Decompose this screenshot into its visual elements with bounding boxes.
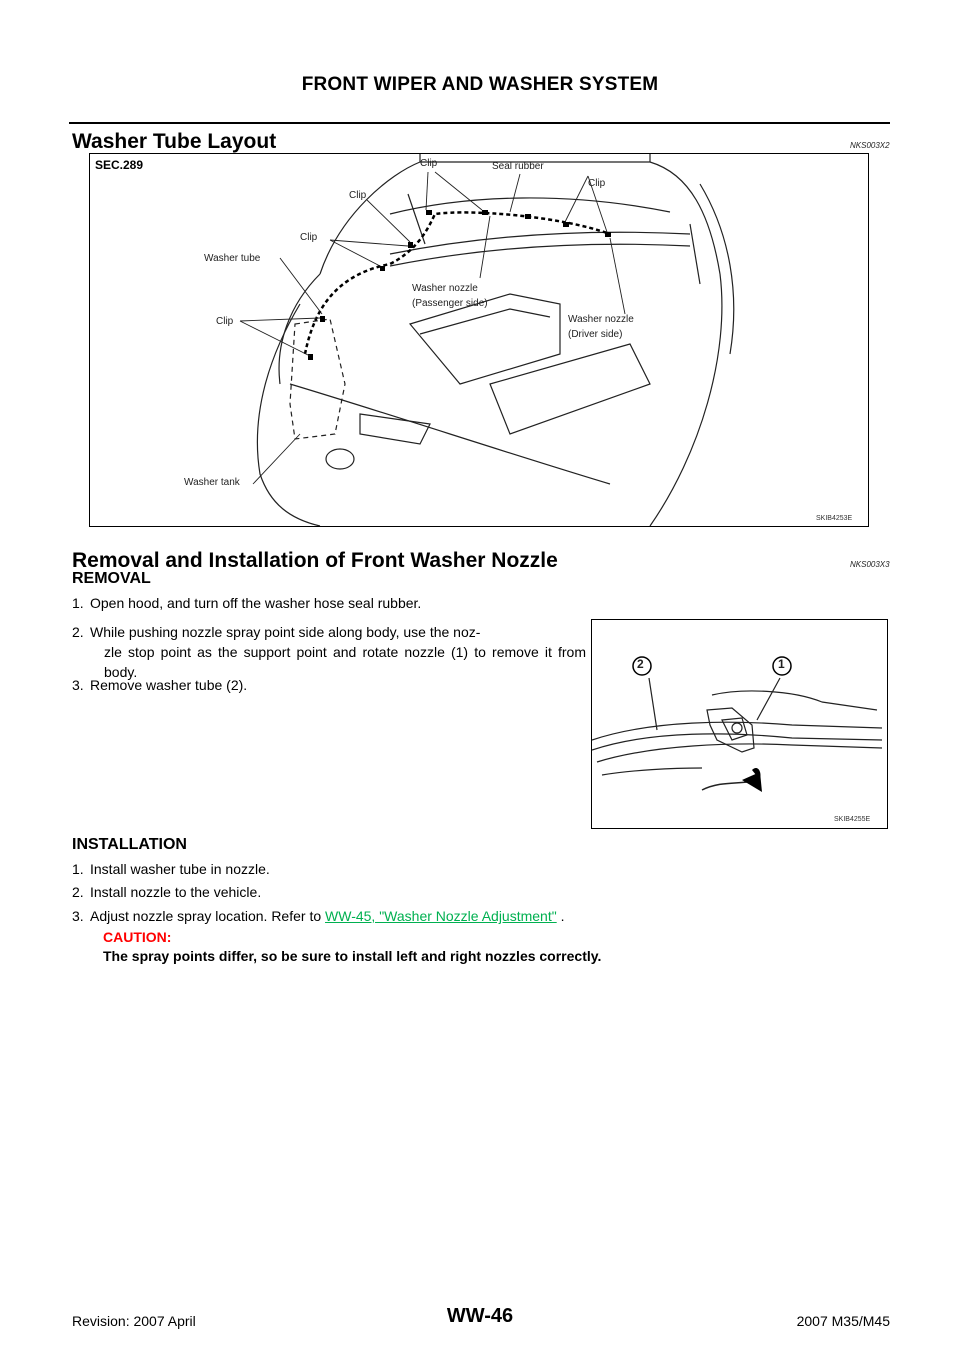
header-rule <box>69 122 890 124</box>
section-title-removal-installation: Removal and Installation of Front Washer Nozzle <box>72 549 558 572</box>
label-washer-tank: Washer tank <box>184 477 240 488</box>
step-text: Adjust nozzle spray location. Refer to <box>90 908 326 924</box>
label-clip-mid: Clip <box>349 190 367 201</box>
removal-step-1 <box>72 593 421 613</box>
page-header-title: FRONT WIPER AND WASHER SYSTEM <box>301 74 659 95</box>
label-washer-nozzle-passenger-line1: Washer nozzle <box>412 283 478 294</box>
installation-step-3 <box>72 906 564 926</box>
label-washer-tube: Washer tube <box>204 253 261 264</box>
section-code-2: NKS003X3 <box>850 560 890 569</box>
removal-heading: REMOVAL <box>72 570 151 587</box>
caution-text: The spray points differ, so be sure to install left and right nozzles correctly. <box>103 948 602 964</box>
label-clip-top: Clip <box>420 158 438 169</box>
removal-step-3 <box>72 675 247 695</box>
removal-step-2 <box>72 622 480 642</box>
label-washer-nozzle-passenger-line2: (Passenger side) <box>412 298 488 309</box>
step-number: 3. <box>72 677 84 693</box>
footer-revision: Revision: 2007 April <box>72 1313 196 1329</box>
step-number: 2. <box>72 884 84 900</box>
sec-label: SEC.289 <box>95 158 144 172</box>
step-text: Open hood, and turn off the washer hose seal rubber. <box>90 595 422 611</box>
step-number: 2. <box>72 624 84 640</box>
step-text: Install washer tube in nozzle. <box>90 861 270 877</box>
figure-code: SKIB4253E <box>816 515 853 522</box>
step-text-end: . <box>556 908 565 924</box>
step-text: While pushing nozzle spray point side along body, use the noz- <box>90 624 481 640</box>
label-clip-lower: Clip <box>216 316 234 327</box>
removal-step-2-continued: zle stop point as the support point and rotate nozzle (1) to remove it from body. <box>104 644 586 680</box>
footer-model: 2007 M35/M45 <box>796 1313 890 1329</box>
step-number: 1. <box>72 861 84 877</box>
section-code: NKS003X2 <box>850 141 890 150</box>
installation-heading: INSTALLATION <box>72 836 187 853</box>
callout-1: 1 <box>778 657 785 671</box>
label-clip-left: Clip <box>300 232 318 243</box>
label-washer-nozzle-passenger <box>412 281 488 311</box>
nozzle-illustration <box>592 620 887 828</box>
step-text: Install nozzle to the vehicle. <box>90 884 262 900</box>
cross-reference-link[interactable]: WW-45, "Washer Nozzle Adjustment" <box>325 908 557 924</box>
label-washer-nozzle-driver-line1: Washer nozzle <box>568 314 634 325</box>
callout-2: 2 <box>637 657 644 671</box>
label-seal-rubber: Seal rubber <box>492 161 544 172</box>
section-title-washer-tube-layout: Washer Tube Layout <box>72 130 277 153</box>
step-number: 3. <box>72 908 84 924</box>
step-number: 1. <box>72 595 84 611</box>
label-washer-nozzle-driver <box>568 312 634 342</box>
nozzle-removal-figure <box>591 619 888 829</box>
washer-tube-layout-figure <box>89 153 869 527</box>
installation-step-1 <box>72 859 270 879</box>
engine-bay-illustration <box>90 154 868 526</box>
caution-label: CAUTION: <box>103 929 172 945</box>
figure-code-2: SKIB4255E <box>834 816 871 823</box>
label-washer-nozzle-driver-line2: (Driver side) <box>568 329 623 340</box>
footer-page-number: WW-46 <box>446 1305 514 1327</box>
installation-step-2 <box>72 882 261 902</box>
step-text: Remove washer tube (2). <box>90 677 248 693</box>
label-clip-right: Clip <box>588 178 606 189</box>
